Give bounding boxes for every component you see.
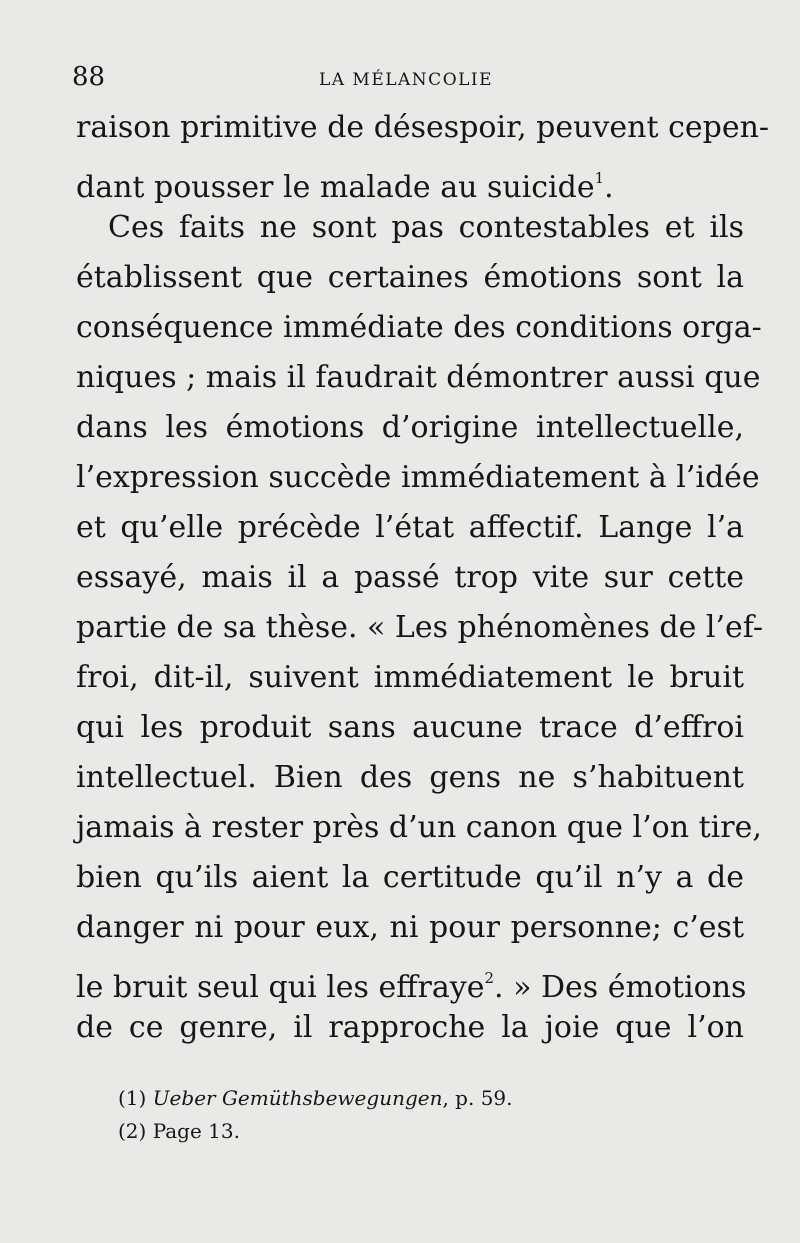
footnote-text: Page 13. [152,1119,240,1143]
footnote-marker: (2) [118,1119,147,1143]
text-line-fragment: . » Des émotions [494,970,747,1005]
text-line: partie de sa thèse. « Les phénomènes de l’ef- [76,610,763,645]
text-line: et qu’elle précède l’état affectif. Lange l’a [76,510,744,545]
text-line: dant pousser le malade au suicide$^1$. [76,169,614,205]
text-line: conséquence immédiate des conditions orga- [76,310,762,345]
text-line: de ce genre, il rapproche la joie que l’on [76,1010,744,1045]
footnote-reference: 1 [594,169,605,187]
text-line: niques ; mais il faudrait démontrer aussi que [76,360,761,395]
text-line: bien qu’ils aient la certitude qu’il n’y a de [76,860,744,895]
text-line: établissent que certaines émotions sont la [76,260,744,295]
body-text [76,103,770,1053]
text-line: l’expression succède immédiatement à l’idée [76,460,760,495]
footnote [118,1115,738,1148]
footnote-marker: (1) [118,1086,147,1110]
running-title: LA MÉLANCOLIE [318,70,494,90]
footnote-title: Ueber Gemüthsbewegungen [152,1086,443,1110]
page-number: 88 [72,62,106,92]
text-line: raison primitive de désespoir, peuvent cepen- [76,110,770,145]
text-line-fragment: le bruit seul qui les effraye [76,970,485,1005]
footnote-reference: 2 [484,969,495,987]
text-line: froi, dit-il, suivent immédiatement le bruit [76,660,744,695]
text-line: danger ni pour eux, ni pour personne; c’est [76,910,744,945]
footnote-text: , p. 59. [442,1086,513,1110]
text-line: Ces faits ne sont pas contestables et ils [108,210,744,245]
text-line-fragment: dant pousser le malade au suicide [76,170,595,205]
page-header [72,62,740,102]
text-line: qui les produit sans aucune trace d’effroi [76,710,744,745]
footnotes [118,1082,738,1148]
text-line: intellectuel. Bien des gens ne s’habituent [76,760,744,795]
text-line: dans les émotions d’origine intellectuelle, [76,410,744,445]
text-line [76,953,747,1005]
text-line: essayé, mais il a passé trop vite sur cette [76,560,744,595]
text-line: jamais à rester près d’un canon que l’on tire, [76,810,762,845]
footnote [118,1082,738,1115]
